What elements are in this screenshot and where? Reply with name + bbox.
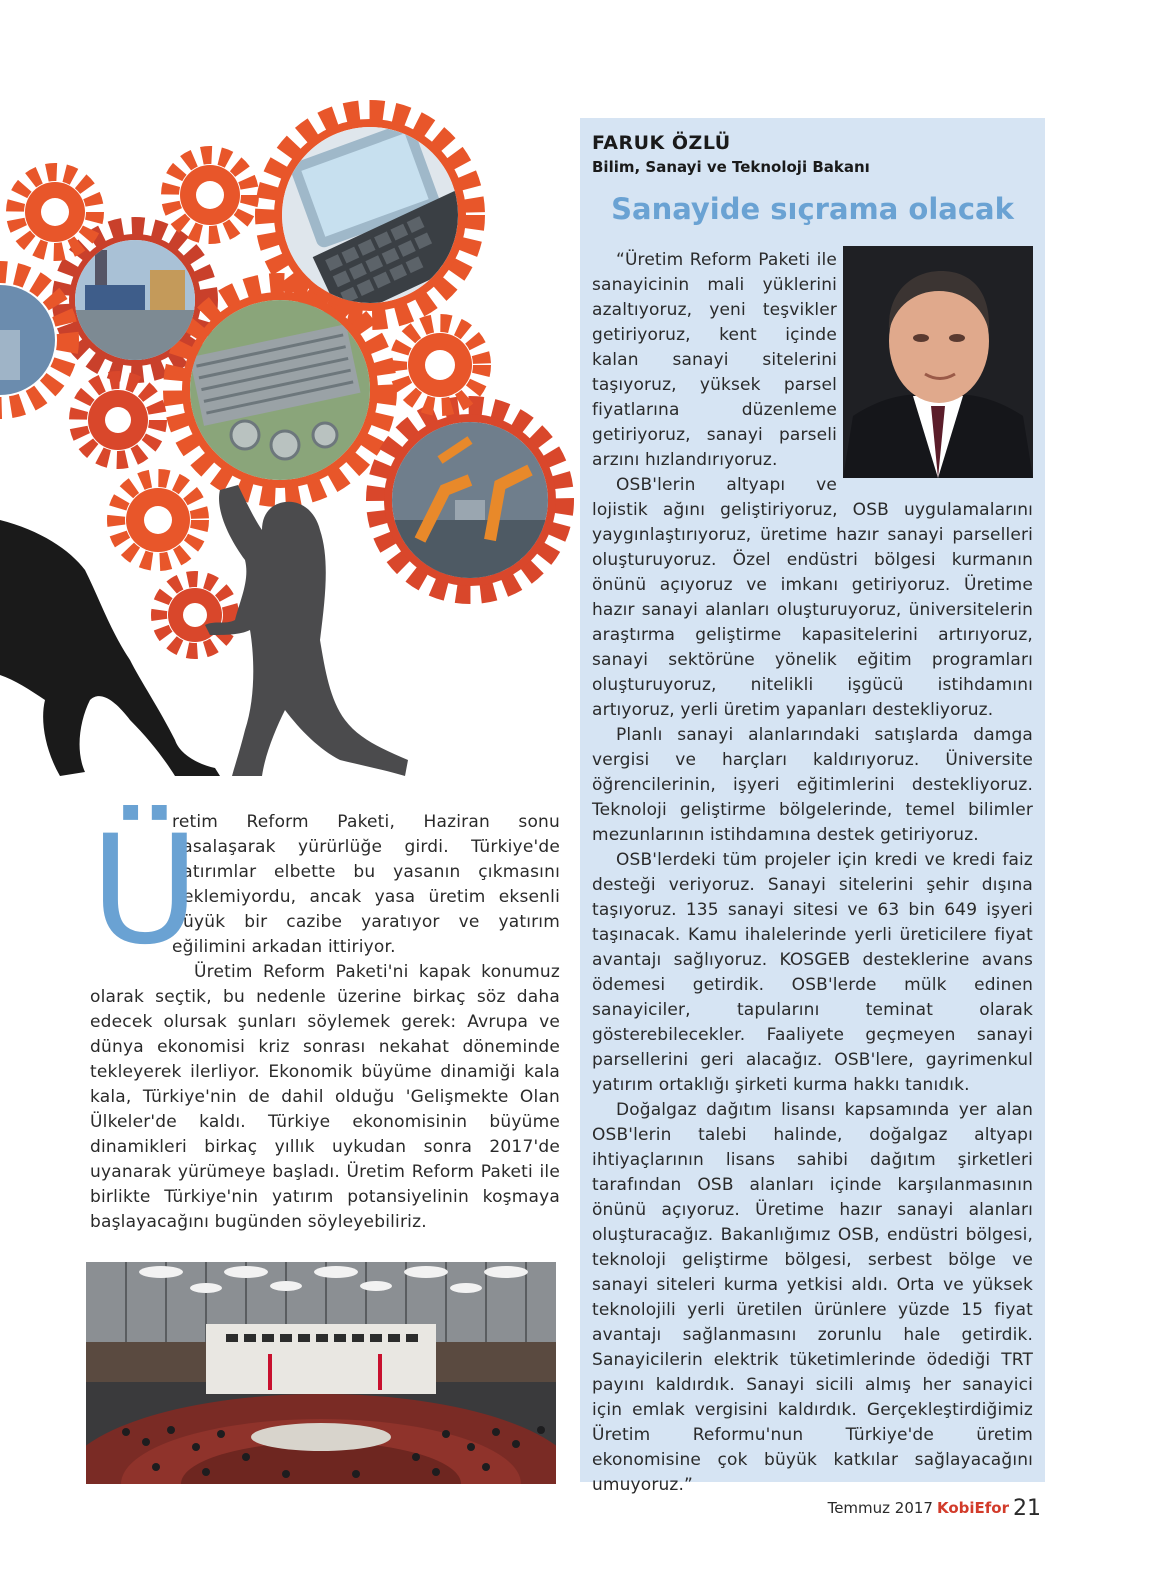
grey-figure-silhouette [205, 485, 408, 776]
page-number: 21 [1013, 1496, 1041, 1521]
main-article [90, 804, 560, 1235]
article-paragraph-2: Üretim Reform Paketi'ni kapak konumuz olarak seçtik, bu nedenle üzerine birkaç söz daha edecek olursak şunları söylemek gerek: Avrupa ve dünya ekonomisi kriz sonrası nekahat döneminde tekleyerek ilerliyor. Ekonomik büyüme dinamiği kala kala, Türkiye'nin de dahil olduğu 'Gelişmekte Olan Ülkeler'de kaldı. Türkiye ekonomisinin büyüme dinamikleri birkaç yıllık uykudan sonra 2017'de uyanarak yürümeye başladı. Üretim Reform Paketi ile birlikte Türkiye'nin yatırım potansiyelinin koşmaya başlayacağını bugünden söyleyebiliriz. [90, 962, 560, 1232]
sidebar-paragraph-1: “Üretim Reform Paketi ile sanayicinin mali yüklerini azaltıyoruz, yeni teşvikler getiriyoruz, kent içinde kalan sanayi sitelerini taşıyoruz, yüksek parsel fiyatlarına düzenleme getiriyoruz, sanayi parseli arzını hızlandırıyoruz. [592, 250, 837, 470]
magazine-logo: KobiEfor [936, 1499, 1009, 1517]
gears-illustration [0, 100, 580, 790]
article-paragraph-1: retim Reform Paketi, Haziran sonu yasalaşarak yürürlüğe girdi. Türkiye'de yatırımlar elbette bu yasanın çıkmasını beklemiyordu, ancak yasa üretim eksenli büyük bir cazibe yaratıyor ve yatırım eğilimini arkadan ittiriyor. [172, 812, 560, 957]
gear-small-3 [398, 323, 482, 407]
sidebar-paragraph-3: Planlı sanayi alanlarındaki satışlarda damga vergisi ve harçları kaldırıyoruz. Üniversite öğrencilerinin, işyeri eğitimlerini destekliyoruz. Teknoloji geliştirme bölgelerinde, temel bilimler mezunlarının istihdamına destek getiriyoruz. [592, 725, 1033, 845]
gear-small-2 [170, 155, 250, 235]
gear-small-6 [159, 579, 231, 651]
author-title: Bilim, Sanayi ve Teknoloji Bakanı [592, 158, 870, 176]
drop-cap [90, 804, 200, 978]
sidebar-headline: Sanayide sıçrama olacak [611, 192, 1014, 226]
issue-date: Temmuz 2017 [827, 1499, 933, 1517]
sidebar-paragraph-4: OSB'lerdeki tüm projeler için kredi ve kredi faiz desteği veriyoruz. Sanayi sitelerini şehir dışına taşıyoruz. 135 sanayi sitesi ve 63 bin 649 işyeri taşınacak. Kamu ihalelerinde yerli üreticilere fiyat avantajı sağlıyoruz. KOSGEB desteklerine avans ödemesi getirdik. OSB'lerde mülk edinen sanayiciler, tapularını teminat olarak gösterebilecekler. Faaliyete geçmeyen sanayi parsellerini geri alacağız. OSB'lere, gayrimenkul yatırım ortaklığı şirketi kurma hakkı tanıdık. [592, 850, 1033, 1095]
minister-quote-sidebar [580, 118, 1045, 1495]
gear-small-4 [78, 380, 158, 460]
parliament-hall-photo [86, 1262, 556, 1484]
sidebar-paragraph-5: Doğalgaz dağıtım lisansı kapsamında yer alan OSB'lerin talebi halinde, doğalgaz altyapı ihtiyaçlarının lisans sahibi dağıtım şirketleri tarafından OSB alanları içinde karşılanmasının önünü açıyoruz. Üretime hazır sanayi alanları oluşturacağız. Bakanlığımız OSB, endüstri bölgesi, teknoloji geliştirme bölgesi, serbest bölge ve sanayi siteleri kurma yetkisi aldı. Orta ve yüksek teknolojili yerli üretilen ürünlere yüzde 15 fiyat avantajı sağlanmasını zorunlu hale getirdik. Sanayicilerin elektrik tüketimlerinde ödediği TRT payını kaldırdık. Sanayi sicili almış her sanayici için emlak vergisini kaldırdık. Gerçekleştirdiğimiz Üretim Reformu'nun Türkiye'de üretim ekonomisine çok büyük katkılar sağlayacağını umuyoruz.” [592, 1100, 1033, 1495]
sidebar-paragraph-2: OSB'lerin altyapı ve lojistik ağını geliştiriyoruz, OSB uygulamalarını yaygınlaştırıyoruz, üretime hazır sanayi parselleri oluşturuyoruz. Özel endüstri bölgesi kurmanın önünü açıyoruz ve imkanı getiriyoruz. Üretime hazır sanayi alanları oluşturuyoruz, üniversitelerin araştırma geliştirme kapasitelerini artırıyoruz, sanayi sektörüne yönelik eğitim programları oluşturuyoruz, nitelikli işgücü istihdamını artıyoruz, yerli üretim yapanları destekliyoruz. [592, 475, 1033, 720]
gear-small-1 [15, 172, 95, 252]
author-name: FARUK ÖZLÜ [592, 132, 731, 154]
drop-cap-letter: Ü [90, 804, 200, 978]
gear-small-5 [116, 478, 200, 562]
sidebar-body-text [592, 248, 1033, 1498]
page-footer [828, 1496, 1041, 1521]
